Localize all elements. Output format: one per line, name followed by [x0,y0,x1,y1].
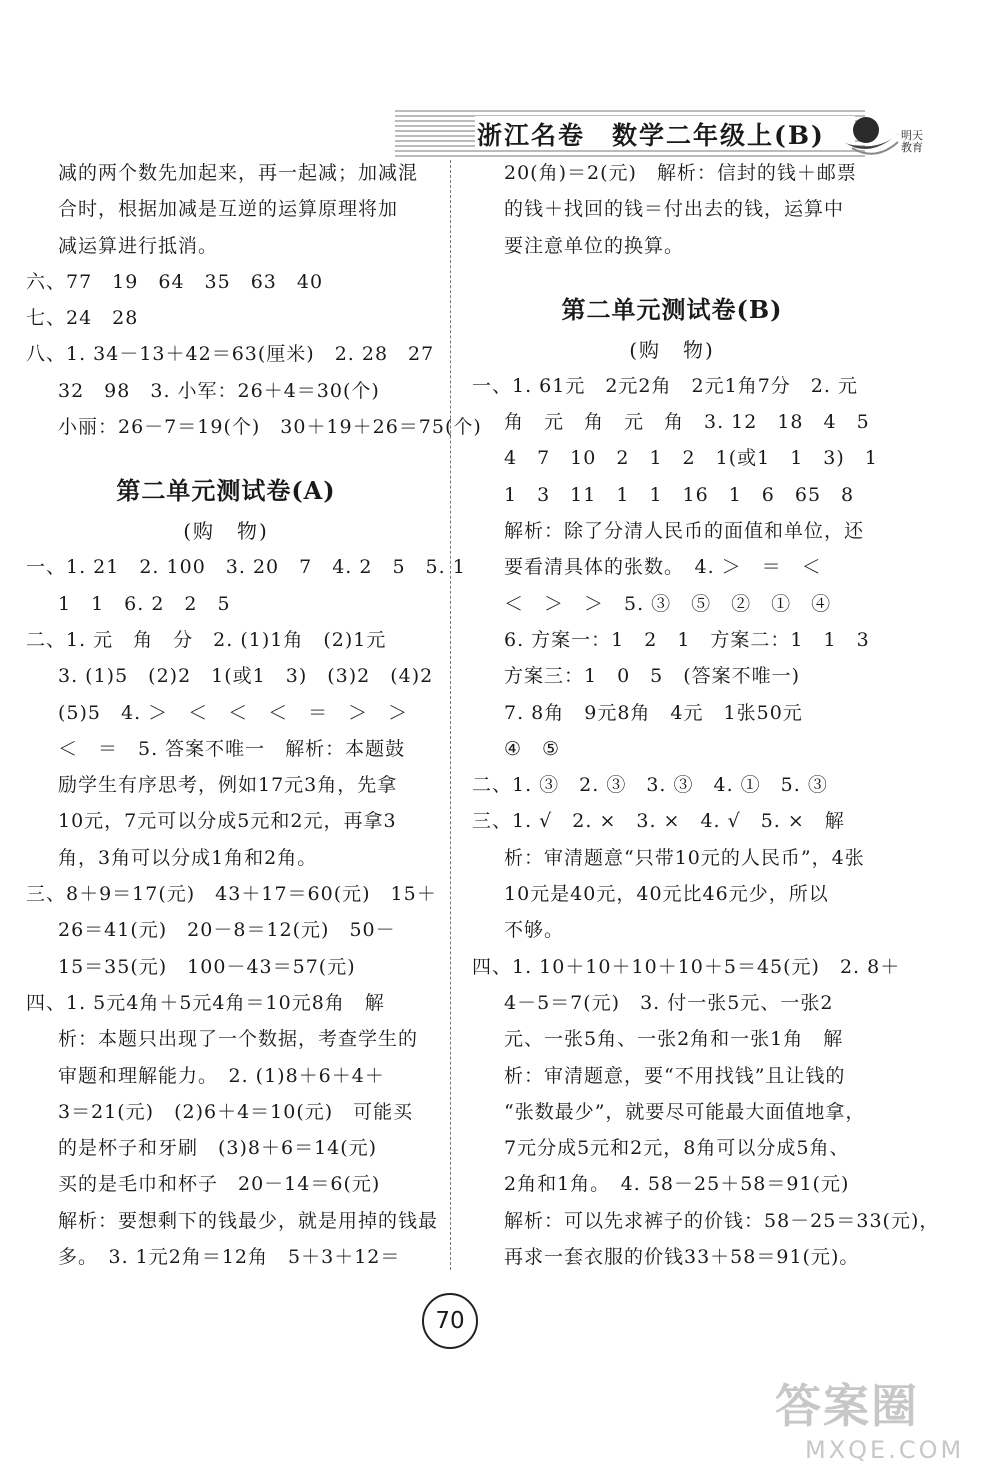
answer-line: 二、1. 元 角 分 2. (1)1角 (2)1元 [26,628,387,651]
answer-line: 方案三：1 0 5 (答案不唯一) [504,665,801,688]
answer-line: 三、1. √ 2. × 3. × 4. √ 5. × 解 [472,810,845,833]
answer-line: 析：审清题意“只带10元的人民币”，4张 [504,846,865,869]
answer-line: 3＝21(元) (2)6＋4＝10(元) 可能买 [58,1100,414,1123]
answer-line: 三、8＋9＝17(元) 43＋17＝60(元) 15＋ [26,883,437,906]
answer-line: 再求一套衣服的价钱33＋58＝91(元)。 [504,1246,860,1269]
answer-line: 析：本题只出现了一个数据，考查学生的 [58,1028,419,1051]
answer-line: 减运算进行抵消。 [58,234,219,257]
answer-line: 析：审清题意，要“不用找钱”且让钱的 [504,1064,846,1087]
answer-line: 一、1. 21 2. 100 3. 20 7 4. 2 5 5. 1 [26,556,466,579]
answer-line: 解析：可以先求裤子的价钱：58－25＝33(元)， [504,1209,940,1232]
answer-line: 解析：除了分清人民币的面值和单位，还 [504,520,865,543]
answer-line: 角 元 角 元 角 3. 12 18 4 5 [504,411,870,434]
answer-line: 角，3角可以分成1角和2角。 [58,846,318,869]
answer-line: 七、24 28 [26,307,139,330]
answer-line: “张数最少”，就要尽可能最大面值地拿， [504,1100,866,1123]
section-subtitle: (购 物) [629,337,715,362]
answer-line: ＜ ＝ 5. 答案不唯一 解析：本题鼓 [58,737,406,760]
answer-line: 20(角)＝2(元) 解析：信封的钱＋邮票 [504,162,857,184]
header-title: 浙江名卷 数学二年级上(B) [477,121,825,150]
right-column [472,155,940,1275]
answer-line: 解析：要想剩下的钱最少，就是用掉的钱最 [58,1209,439,1232]
answer-line: (5)5 4. ＞ ＜ ＜ ＜ ＝ ＞ ＞ [58,701,409,724]
answer-line: 1 3 11 1 1 16 1 6 65 8 [504,483,855,506]
answer-line: 15＝35(元) 100－43＝57(元) [58,955,356,978]
answer-line: 2角和1角。 4. 58－25＋58＝91(元) [504,1173,850,1196]
answer-line: 小丽：26－7＝19(个) 30＋19＋26＝75(个) [58,416,482,439]
answer-line: 六、77 19 64 35 63 40 [26,270,324,293]
answer-line: 八、1. 34－13＋42＝63(厘米) 2. 28 27 [26,343,435,366]
answer-line: 买的是毛巾和杯子 20－14＝6(元) [58,1173,381,1196]
answer-line: 审题和理解能力。 2. (1)8＋6＋4＋ [58,1064,385,1087]
answer-line: 二、1. ③ 2. ③ 3. ③ 4. ① 5. ③ [472,774,828,797]
answer-line: 不够。 [504,919,565,942]
answer-line: 7元分成5元和2元，8角可以分成5角、 [504,1137,850,1160]
answer-line: ＜ ＞ ＞ 5. ③ ⑤ ② ① ④ [504,592,832,615]
answer-line: 减的两个数先加起来，再一起减；加减混 [58,162,419,184]
watermark [775,1370,995,1465]
answer-line: 1 1 6. 2 2 5 [58,592,231,615]
answer-line: 四、1. 10＋10＋10＋10＋5＝45(元) 2. 8＋ [472,955,901,978]
answer-line: 一、1. 61元 2元2角 2元1角7分 2. 元 [472,374,858,397]
answer-line: 26＝41(元) 20－8＝12(元) 50－ [58,919,396,942]
page-number: 70 [422,1293,478,1349]
answer-line: 要看清具体的张数。 4. ＞ ＝ ＜ [504,556,822,579]
answer-line: 励学生有序思考，例如17元3角，先拿 [58,774,398,797]
section-title: 第二单元测试卷(A) [116,476,336,506]
answer-line: 32 98 3. 小军：26＋4＝30(个) [58,379,380,402]
answer-line: 的是杯子和牙刷 (3)8＋6＝14(元) [58,1137,378,1160]
answer-line: 3. (1)5 (2)2 1(或1 3) (3)2 (4)2 [58,665,434,688]
watermark-sub: MXQE.COM [805,1436,965,1464]
answer-line: 元、一张5角、一张2角和一张1角 解 [504,1028,844,1051]
answer-line: 多。 3. 1元2角＝12角 5＋3＋12＝ [58,1246,401,1269]
answer-line: 四、1. 5元4角＋5元4角＝10元8角 解 [26,991,385,1014]
section-subtitle: (购 物) [183,519,269,544]
answer-line: 10元，7元可以分成5元和2元，再拿3 [58,810,397,833]
answer-line: ④ ⑤ [504,737,561,760]
answer-line: 要注意单位的换算。 [504,234,685,257]
answer-line: 合时，根据加减是互逆的运算原理将加 [58,198,399,221]
section-title: 第二单元测试卷(B) [561,294,783,324]
watermark-main: 答案圈 [775,1379,919,1433]
answer-line: 4－5＝7(元) 3. 付一张5元、一张2 [504,991,834,1014]
column-divider [450,160,451,1270]
answer-line: 4 7 10 2 1 2 1(或1 1 3) 1 [504,447,878,470]
publisher-logo-text: 明天教育 [901,129,923,154]
answer-line: 10元是40元，40元比46元少，所以 [504,883,829,906]
answer-line: 的钱＋找回的钱＝付出去的钱，运算中 [504,198,845,221]
left-column [26,155,482,1275]
answer-line: 7. 8角 9元8角 4元 1张50元 [504,701,803,724]
answer-line: 6. 方案一：1 2 1 方案二：1 1 3 [504,628,870,651]
